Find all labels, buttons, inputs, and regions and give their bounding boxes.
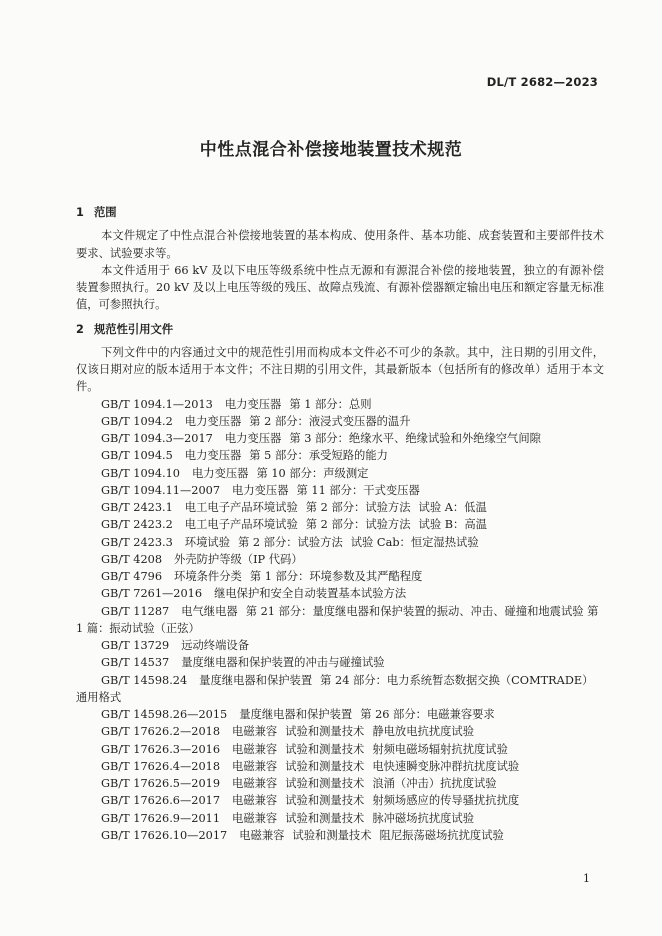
reference-title-part: 电磁兼容: [232, 794, 278, 808]
reference-title-part: 试验 B：高温: [418, 518, 487, 532]
reference-title-part: 试验和测量技术: [285, 742, 365, 756]
reference-title-part: 第 2 部分：试验方法: [305, 501, 411, 514]
scope-paragraph-1: 本文件规定了中性点混合补偿接地装置的基本构成、使用条件、基本功能、成套装置和主要部件技术要求、试验要求等。: [76, 229, 604, 260]
reference-code: GB/T 2423.2: [101, 518, 173, 532]
reference-title-part: 第 1 部分：环境参数及其严酷程度: [249, 570, 423, 583]
reference-title-part: 试验 Cab：恒定湿热试验: [350, 535, 479, 549]
reference-item: [76, 396, 604, 413]
reference-title-part: 第 11 部分：干式变压器: [296, 483, 420, 497]
reference-code: GB/T 1094.11—2007: [101, 483, 221, 497]
reference-item: [76, 585, 604, 602]
section-heading-normative-refs: [76, 321, 604, 338]
reference-title-part: 第 10 部分：声级测定: [256, 466, 369, 480]
reference-item: [76, 741, 604, 758]
reference-title-part: 电力变压器: [224, 397, 282, 411]
reference-title-part: 电力变压器: [232, 483, 289, 497]
reference-title-part: 电力变压器: [224, 432, 282, 445]
reference-title-part: 第 2 部分：试验方法: [238, 535, 343, 549]
reference-title-part: 试验 A：低温: [418, 501, 487, 514]
reference-title-part: 电磁兼容: [232, 811, 278, 825]
reference-code: GB/T 11287: [101, 604, 170, 618]
reference-code: GB/T 17626.9—2011: [101, 811, 221, 825]
reference-title-part: 电力变压器: [184, 414, 242, 428]
reference-item: [76, 637, 604, 654]
reference-title-part: 第 21 部分：量度继电器和保护装置的振动、冲击、碰撞和地震试验 第 1 篇：振动试验（正弦）: [76, 604, 599, 635]
reference-title-part: 第 5 部分：承受短路的能力: [249, 449, 388, 463]
reference-title-part: 量度继电器和保护装置: [239, 708, 353, 721]
page-number: 1: [583, 872, 590, 885]
reference-code: GB/T 4208: [101, 552, 163, 566]
reference-item: [76, 551, 604, 568]
reference-code: GB/T 1094.5: [101, 449, 173, 463]
reference-title-part: 脉冲磁场抗扰度试验: [372, 811, 475, 825]
reference-title-part: 试验和测量技术: [285, 811, 365, 825]
reference-title-part: 外壳防护等级（IP 代码）: [174, 552, 303, 566]
reference-item: [76, 465, 604, 482]
reference-title-part: 电力变压器: [184, 449, 242, 463]
reference-title-part: 环境试验: [184, 535, 230, 549]
normative-refs-intro: 下列文件中的内容通过文中的规范性引用而构成本文件必不可少的条款。其中，注日期的引用文件，仅该日期对应的版本适用于本文件；不注日期的引用文件，其最新版本（包括所有的修改单）适用于本文件。: [76, 345, 604, 394]
reference-item: [76, 654, 604, 671]
reference-code: GB/T 13729: [101, 639, 170, 652]
reference-title-part: 第 2 部分：试验方法: [305, 518, 411, 532]
reference-title-part: 射频场感应的传导骚扰抗扰度: [372, 794, 520, 808]
reference-title-part: 量度继电器和保护装置: [199, 673, 313, 687]
reference-title-part: 继电保护和安全自动装置基本试验方法: [214, 587, 407, 601]
reference-item: [76, 758, 604, 775]
reference-code: GB/T 4796: [101, 570, 163, 583]
reference-item: [76, 499, 604, 516]
reference-code: GB/T 14598.26—2015: [101, 708, 228, 721]
reference-title-part: 电磁兼容: [232, 759, 278, 773]
reference-title-part: 电工电子产品环境试验: [184, 518, 298, 532]
reference-item: [76, 482, 604, 499]
reference-title-part: 阻尼振荡磁场抗扰度试验: [379, 828, 504, 842]
reference-list: [76, 396, 604, 845]
reference-code: GB/T 17626.6—2017: [101, 794, 221, 808]
reference-title-part: 电快速瞬变脉冲群抗扰度试验: [372, 759, 520, 773]
reference-item: [76, 447, 604, 464]
document-title: 中性点混合补偿接地装置技术规范: [199, 140, 463, 160]
reference-item: [76, 810, 604, 827]
reference-code: GB/T 17626.3—2016: [101, 742, 221, 756]
reference-title-part: 电工电子产品环境试验: [184, 501, 298, 514]
reference-item: [76, 827, 604, 844]
reference-title-part: 试验和测量技术: [285, 794, 365, 808]
reference-code: GB/T 1094.2: [101, 414, 173, 428]
reference-title-part: 试验和测量技术: [285, 759, 365, 773]
reference-code: GB/T 14537: [101, 656, 170, 670]
reference-title-part: 第 2 部分：液浸式变压器的温升: [249, 414, 411, 428]
reference-title-part: 环境条件分类: [174, 570, 242, 583]
reference-code: GB/T 1094.1—2013: [101, 397, 213, 411]
reference-code: GB/T 1094.10: [101, 466, 180, 480]
reference-item: [76, 568, 604, 585]
section-number: 1: [76, 206, 84, 219]
reference-code: GB/T 17626.5—2019: [101, 777, 221, 790]
reference-item: [76, 775, 604, 792]
reference-title-part: 试验和测量技术: [285, 725, 365, 739]
reference-code: GB/T 14598.24: [101, 673, 188, 687]
scope-paragraph-2: 本文件适用于 66 kV 及以下电压等级系统中性点无源和有源混合补偿的接地装置，独立的有源补偿装置参照执行。20 kV 及以上电压等级的残压、故障点残流、有源补偿器额定输出电压和额定容量无标准值，可参照执行。: [76, 263, 604, 312]
reference-title-part: 电磁兼容: [239, 828, 285, 842]
reference-code: GB/T 2423.3: [101, 535, 173, 549]
section-title: 范围: [94, 206, 117, 219]
reference-title-part: 电气继电器: [181, 604, 238, 618]
reference-title-part: 第 1 部分：总则: [289, 397, 372, 411]
section-heading-scope: [76, 204, 604, 221]
standard-code: DL/T 2682—2023: [486, 75, 598, 89]
reference-code: GB/T 1094.3—2017: [101, 432, 213, 445]
reference-code: GB/T 17626.4—2018: [101, 759, 221, 773]
reference-title-part: 试验和测量技术: [285, 777, 365, 790]
reference-title-part: 电力变压器: [191, 466, 249, 480]
reference-title-part: 射频电磁场辐射抗扰度试验: [372, 742, 508, 756]
reference-code: GB/T 2423.1: [101, 501, 173, 514]
section-title: 规范性引用文件: [94, 322, 174, 336]
reference-code: GB/T 17626.10—2017: [101, 828, 228, 842]
reference-title-part: 电磁兼容: [232, 742, 278, 756]
reference-item: [76, 706, 604, 723]
reference-item: [76, 723, 604, 740]
reference-item: [76, 603, 604, 638]
reference-title-part: 第 3 部分：绝缘水平、绝缘试验和外绝缘空气间隙: [289, 432, 541, 445]
reference-title-part: 量度继电器和保护装置的冲击与碰撞试验: [181, 656, 385, 670]
reference-title-part: 第 26 部分：电磁兼容要求: [360, 708, 495, 721]
reference-item: [76, 516, 604, 533]
reference-item: [76, 413, 604, 430]
reference-code: GB/T 17626.2—2018: [101, 725, 221, 739]
reference-title-part: 试验和测量技术: [292, 828, 372, 842]
reference-title-part: 电磁兼容: [232, 777, 278, 790]
document-body: [76, 204, 604, 844]
reference-title-part: 远动终端设备: [181, 639, 249, 652]
reference-item: [76, 672, 604, 707]
reference-item: [76, 534, 604, 551]
reference-title-part: 静电放电抗扰度试验: [372, 725, 475, 739]
reference-item: [76, 792, 604, 809]
section-number: 2: [76, 322, 84, 336]
reference-code: GB/T 7261—2016: [101, 587, 203, 601]
reference-title-part: 浪涌（冲击）抗扰度试验: [372, 777, 497, 790]
reference-title-part: 电磁兼容: [232, 725, 278, 739]
reference-item: [76, 430, 604, 447]
reference-title-part: 第 24 部分：电力系统暂态数据交换（COMTRADE）通用格式: [76, 673, 594, 704]
